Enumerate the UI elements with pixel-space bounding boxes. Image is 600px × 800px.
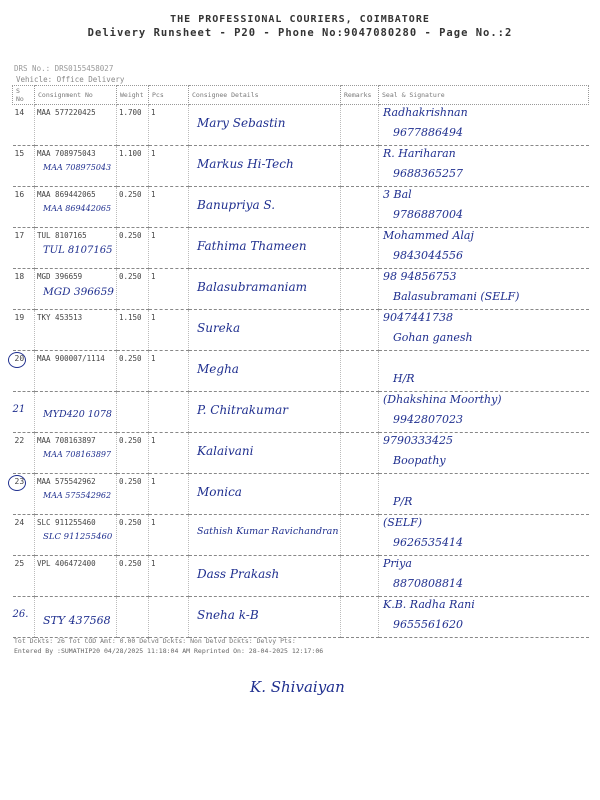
- consignment-printed: MAA 575542962: [37, 477, 96, 486]
- consignment-handwritten: MAA 575542962: [43, 491, 112, 500]
- receiver-phone: 9786887004: [393, 208, 463, 221]
- weight-value: 0.250: [119, 231, 142, 240]
- consignment-handwritten: MGD 396659: [43, 286, 114, 298]
- weight-value: 1.700: [119, 108, 142, 117]
- weight-value: 0.250: [119, 354, 142, 363]
- table-row: [13, 187, 589, 228]
- consignment-printed: MAA 869442065: [37, 190, 96, 199]
- pieces-value: 1: [151, 149, 156, 158]
- receiver-signature: (SELF): [383, 516, 423, 529]
- consignment-printed: MAA 577220425: [37, 108, 96, 117]
- pieces-value: 1: [151, 518, 156, 527]
- consignment-printed: VPL 406472400: [37, 559, 96, 568]
- weight-value: 0.250: [119, 272, 142, 281]
- weight-value: 0.250: [119, 518, 142, 527]
- row-serial-number: 25: [14, 559, 25, 568]
- receiver-signature: Mohammed Alaj: [383, 229, 474, 242]
- consignee-name: Kalaivani: [197, 444, 254, 458]
- receiver-phone: 8870808814: [393, 577, 463, 590]
- consignment-printed: MAA 708163897: [37, 436, 96, 445]
- consignment-handwritten: MAA 869442065: [43, 204, 112, 213]
- table-row: [13, 556, 589, 597]
- consignee-name: P. Chitrakumar: [197, 403, 289, 417]
- table-row: [13, 433, 589, 474]
- consignee-name: Banupriya S.: [197, 198, 276, 212]
- table-body: [13, 105, 589, 638]
- pieces-value: 1: [151, 477, 156, 486]
- consignment-handwritten: MAA 708163897: [43, 450, 112, 459]
- consignment-printed: TUL 8107165: [37, 231, 87, 240]
- row-serial-number: 17: [14, 231, 25, 240]
- consignment-printed: SLC 911255460: [37, 518, 96, 527]
- row-serial-number: 18: [14, 272, 25, 281]
- consignee-name: Mary Sebastin: [197, 116, 286, 130]
- table-row: [13, 392, 589, 433]
- col-header-pcs: Pcs: [149, 86, 189, 105]
- consignee-name: Sneha k-B: [197, 608, 259, 622]
- consignee-name: Monica: [197, 485, 242, 499]
- consignee-name: Fathima Thameen: [197, 239, 307, 253]
- receiver-phone: Balasubramani (SELF): [393, 290, 520, 303]
- receiver-phone: P/R: [393, 495, 413, 508]
- weight-value: 0.250: [119, 477, 142, 486]
- receiver-signature: 9047441738: [383, 311, 453, 324]
- row-serial-number: 15: [14, 149, 25, 158]
- consignee-name: Sathish Kumar Ravichandran: [197, 526, 339, 537]
- receiver-phone: 9688365257: [393, 167, 463, 180]
- runsheet-table: [12, 85, 589, 638]
- table-row: [13, 269, 589, 310]
- consignee-name: Megha: [197, 362, 239, 376]
- totals-line: Tot Dckts: 26 Tot COD Amt: 0.00 Delvd Dckts: Non Delvd Dckts: Delvy Pts:: [14, 637, 296, 645]
- consignment-handwritten: MYD420 1078: [43, 409, 112, 420]
- receiver-signature: R. Hariharan: [383, 147, 456, 160]
- pieces-value: 1: [151, 231, 156, 240]
- receiver-signature: 98 94856753: [383, 270, 457, 283]
- receiver-phone: 9843044556: [393, 249, 463, 262]
- receiver-signature: Priya: [383, 557, 412, 570]
- consignment-handwritten: TUL 8107165: [43, 245, 113, 256]
- weight-value: 1.150: [119, 313, 142, 322]
- pieces-value: 1: [151, 272, 156, 281]
- handwritten-signature: K. Shivaiyan: [250, 678, 345, 696]
- receiver-signature: 3 Bal: [383, 188, 412, 201]
- table-row: [13, 310, 589, 351]
- pieces-value: 1: [151, 190, 156, 199]
- weight-value: 0.250: [119, 190, 142, 199]
- table-row: [13, 515, 589, 556]
- row-serial-number: 14: [14, 108, 25, 117]
- receiver-phone: Gohan ganesh: [393, 331, 473, 344]
- table-row: [13, 474, 589, 515]
- table-row: [13, 105, 589, 146]
- weight-value: 0.250: [119, 436, 142, 445]
- row-serial-number: 16: [14, 190, 25, 199]
- consignment-printed: MAA 708975043: [37, 149, 96, 158]
- vehicle-label: Vehicle: Office Delivery: [16, 75, 125, 84]
- consignment-printed: MAA 900007/1114: [37, 354, 105, 363]
- receiver-phone: Boopathy: [393, 454, 446, 467]
- weight-value: 1.100: [119, 149, 142, 158]
- row-serial-number: 22: [14, 436, 25, 445]
- row-serial-number: 24: [14, 518, 25, 527]
- pieces-value: 1: [151, 354, 156, 363]
- receiver-signature: 9790333425: [383, 434, 453, 447]
- receiver-phone: H/R: [393, 372, 415, 385]
- receiver-signature: K.B. Radha Rani: [383, 598, 475, 611]
- consignee-name: Dass Prakash: [197, 567, 280, 581]
- consignment-handwritten: MAA 708975043: [43, 163, 112, 172]
- consignment-printed: TKY 453513: [37, 313, 83, 322]
- consignee-name: Balasubramaniam: [197, 280, 308, 294]
- pieces-value: 1: [151, 313, 156, 322]
- row-serial-number: 19: [14, 313, 25, 322]
- pieces-value: 1: [151, 559, 156, 568]
- consignee-name: Markus Hi-Tech: [197, 157, 294, 171]
- consignment-handwritten: SLC 911255460: [43, 532, 113, 542]
- receiver-phone: 9626535414: [393, 536, 463, 549]
- col-header-consignment: Consignment No: [35, 86, 117, 105]
- receiver-phone: 9677886494: [393, 126, 463, 139]
- runsheet-title: Delivery Runsheet - P20 - Phone No:9047080280 - Page No.:2: [87, 27, 513, 39]
- row-serial-handwritten: 21: [12, 404, 26, 415]
- col-header-sno: S No: [13, 86, 35, 105]
- col-header-signature: Seal & Signature: [379, 86, 589, 105]
- col-header-remarks: Remarks: [341, 86, 379, 105]
- company-name: THE PROFESSIONAL COURIERS, COIMBATORE: [170, 14, 430, 25]
- receiver-phone: 9655561620: [393, 618, 463, 631]
- table-row: [13, 597, 589, 638]
- table-row: [13, 228, 589, 269]
- consignee-name: Sureka: [197, 321, 241, 335]
- entered-by-line: Entered By :SUMATHIP20 04/28/2025 11:18:04 AM Reprinted On: 28-04-2025 12:17:06: [14, 647, 324, 655]
- drs-number: DRS No.: DRS0155458027: [14, 64, 114, 73]
- consignment-printed: MGD 396659: [37, 272, 83, 281]
- row-serial-number: 20: [14, 354, 25, 363]
- col-header-consignee: Consignee Details: [189, 86, 341, 105]
- table-row: [13, 146, 589, 187]
- weight-value: 0.250: [119, 559, 142, 568]
- pieces-value: 1: [151, 436, 156, 445]
- col-header-weight: Weight: [117, 86, 149, 105]
- row-serial-number: 23: [14, 477, 25, 486]
- receiver-signature: Radhakrishnan: [383, 106, 468, 119]
- consignment-handwritten: STY 437568: [43, 614, 111, 627]
- pieces-value: 1: [151, 108, 156, 117]
- table-row: [13, 351, 589, 392]
- table-header-row: [13, 86, 589, 105]
- receiver-signature: (Dhakshina Moorthy): [383, 393, 502, 406]
- row-serial-handwritten: 26.: [12, 609, 29, 620]
- receiver-phone: 9942807023: [393, 413, 463, 426]
